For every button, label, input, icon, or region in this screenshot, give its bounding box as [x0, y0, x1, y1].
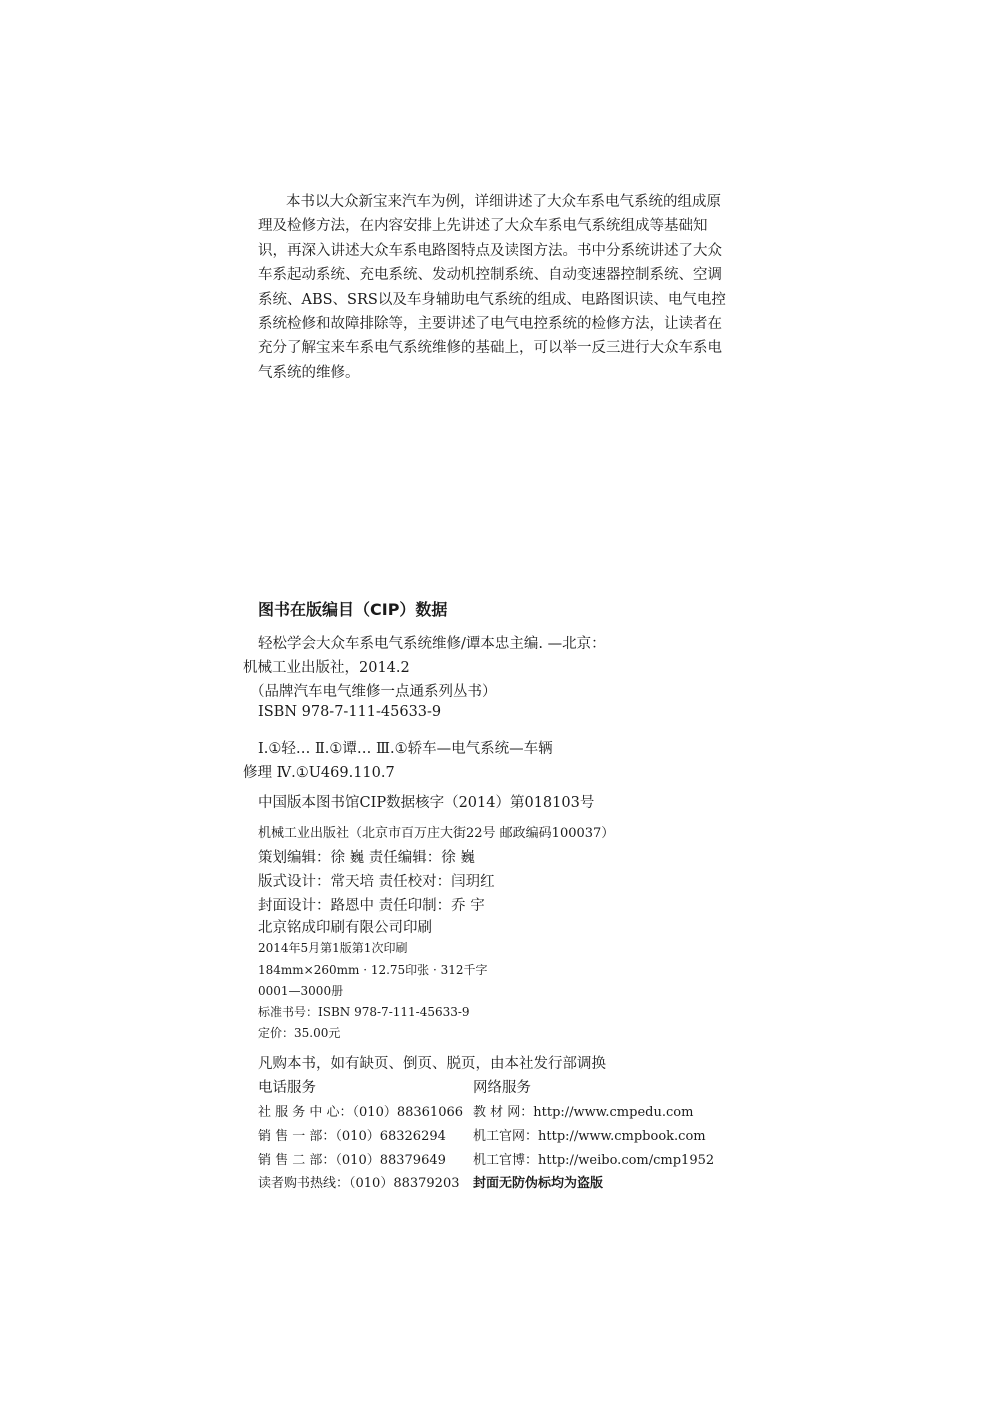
phone-row: 读者购书热线：（010）88379203 — [258, 1176, 460, 1191]
net-service-header: 网络服务 — [473, 1080, 531, 1096]
abstract-line: 车系起动系统、充电系统、发动机控制系统、自动变速器控制系统、空调 — [258, 267, 722, 284]
phone-row: 销 售 一 部：（010）68326294 — [258, 1129, 446, 1144]
copies-line: 0001—3000册 — [258, 984, 344, 998]
cip-subject-line1: Ⅰ.①轻… Ⅱ.①谭… Ⅲ.①轿车—电气系统—车辆 — [258, 741, 553, 757]
publisher-address: 机械工业出版社（北京市百万庄大街22号 邮政编码100037） — [258, 826, 615, 841]
cip-entry-line1: 轻松学会大众车系电气系统维修/谭本忠主编. —北京： — [258, 636, 606, 652]
abstract-line: 系统、ABS、SRS以及车身辅助电气系统的组成、电路图识读、电气电控 — [258, 291, 726, 308]
cover-line: 封面设计：路恩中 责任印制：乔 宇 — [258, 898, 485, 914]
format-line: 184mm×260mm · 12.75印张 · 312千字 — [258, 963, 488, 977]
anti-piracy-notice: 封面无防伪标均为盗版 — [473, 1176, 604, 1191]
design-line: 版式设计：常天培 责任校对：闫玥红 — [258, 874, 495, 890]
net-row: 机工官博：http://weibo.com/cmp1952 — [473, 1153, 715, 1168]
phone-service-header: 电话服务 — [258, 1080, 316, 1096]
editors-line: 策划编辑：徐 巍 责任编辑：徐 巍 — [258, 850, 475, 866]
printer-line: 北京铭成印刷有限公司印刷 — [258, 920, 432, 936]
standard-number: 标准书号：ISBN 978-7-111-45633-9 — [258, 1005, 470, 1019]
phone-row: 销 售 二 部：（010）88379649 — [258, 1153, 446, 1168]
abstract-line: 本书以大众新宝来汽车为例，详细讲述了大众车系电气系统的组成原 — [286, 194, 721, 210]
abstract-line: 气系统的维修。 — [258, 364, 360, 381]
abstract-line: 充分了解宝来车系电气系统维修的基础上，可以举一反三进行大众车系电 — [258, 340, 722, 357]
net-row: 教 材 网：http://www.cmpedu.com — [473, 1105, 694, 1120]
cip-isbn: ISBN 978-7-111-45633-9 — [258, 704, 442, 720]
cip-entry-line2: 机械工业出版社，2014.2 — [243, 660, 410, 676]
abstract-line: 识，再深入讲述大众车系电路图特点及读图方法。书中分系统讲述了大众 — [258, 242, 722, 259]
cip-title: 图书在版编目（CIP）数据 — [258, 600, 448, 619]
phone-row: 社 服 务 中 心：（010）88361066 — [258, 1105, 464, 1120]
replacement-notice: 凡购本书，如有缺页、倒页、脱页，由本社发行部调换 — [258, 1056, 606, 1072]
abstract-line: 理及检修方法，在内容安排上先讲述了大众车系电气系统组成等基础知 — [258, 218, 708, 235]
cip-series: （品牌汽车电气维修一点通系列丛书） — [250, 684, 497, 700]
edition-line: 2014年5月第1版第1次印刷 — [258, 941, 408, 955]
net-row: 机工官网：http://www.cmpbook.com — [473, 1129, 706, 1144]
abstract — [258, 190, 740, 385]
cip-subject-line2: 修理 Ⅳ.①U469.110.7 — [243, 765, 395, 781]
cip-number: 中国版本图书馆CIP数据核字（2014）第018103号 — [258, 795, 595, 811]
abstract-line: 系统检修和故障排除等，主要讲述了电气电控系统的检修方法，让读者在 — [258, 315, 722, 332]
price: 定价：35.00元 — [258, 1026, 341, 1040]
